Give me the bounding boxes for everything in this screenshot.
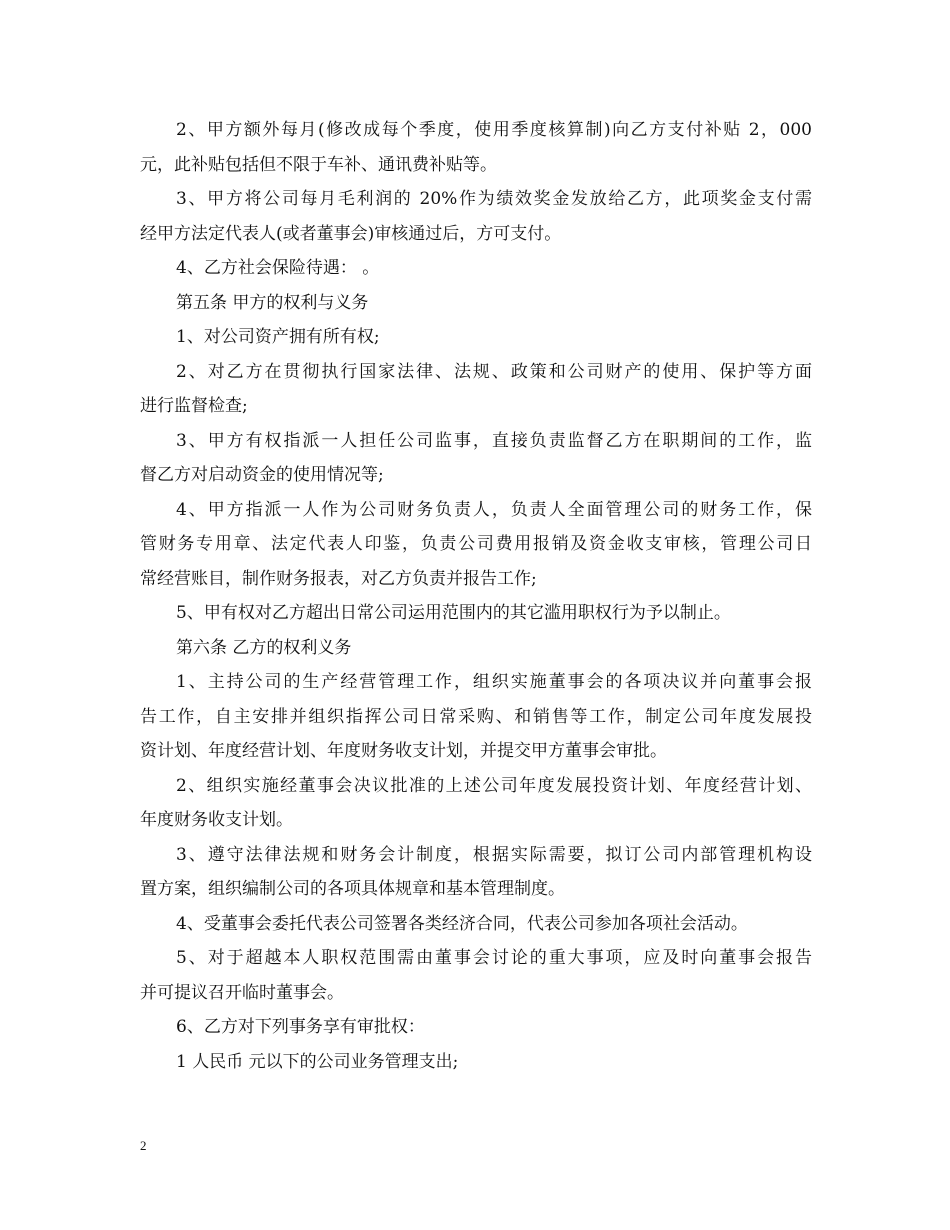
text-line: 元，此补贴包括但不限于车补、通讯费补贴等。 [140,154,497,175]
text-line: 年度财务收支计划。 [140,810,293,830]
text-line: 4、受董事会委托代表公司签署各类经济合同，代表公司参加各项社会活动。 [176,913,748,934]
text-line: 4、甲方指派一人作为公司财务负责人，负责人全面管理公司的财务工作，保 [176,499,812,520]
text-line: 1、主持公司的生产经营管理工作，组织实施董事会的各项决议并向董事会报 [176,672,812,692]
text-line: 3、甲方将公司每月毛利润的 20%作为绩效奖金发放给乙方，此项奖金支付需 [176,189,812,209]
text-line: 督乙方对启动资金的使用情况等; [140,465,384,485]
page-number: 2 [140,1138,147,1153]
text-line: 4、乙方社会保险待遇： 。 [176,258,380,278]
text-line: 管财务专用章、法定代表人印鉴，负责公司费用报销及资金收支审核，管理公司日 [140,534,812,554]
text-line: 经甲方法定代表人(或者董事会)审核通过后，方可支付。 [140,223,562,244]
text-line: 1 人民币 元以下的公司业务管理支出; [176,1051,459,1072]
text-line: 3、甲方有权指派一人担任公司监事，直接负责监督乙方在职期间的工作，监 [176,430,812,451]
text-line: 5、对于超越本人职权范围需由董事会讨论的重大事项，应及时向董事会报告 [176,948,812,968]
text-line: 2、对乙方在贯彻执行国家法律、法规、政策和公司财产的使用、保护等方面 [176,361,812,382]
text-line: 置方案，组织编制公司的各项具体规章和基本管理制度。 [140,879,565,899]
text-line: 第五条 甲方的权利与义务 [176,292,369,313]
text-line: 2、甲方额外每月(修改成每个季度，使用季度核算制)向乙方支付补贴 2，000 [176,120,812,140]
text-line: 资计划、年度经营计划、年度财务收支计划，并提交甲方董事会审批。 [140,741,667,761]
text-line: 并可提议召开临时董事会。 [140,982,344,1003]
document-body [140,113,812,1079]
text-line: 6、乙方对下列事务享有审批权： [176,1017,425,1037]
text-line: 进行监督检查; [140,396,248,416]
text-line: 告工作，自主安排并组织指挥公司日常采购、和销售等工作，制定公司年度发展投 [140,706,812,727]
text-line: 2、组织实施经董事会决议批准的上述公司年度发展投资计划、年度经营计划、 [176,775,812,796]
text-line: 第六条 乙方的权利义务 [176,637,352,658]
text-line: 常经营账目，制作财务报表，对乙方负责并报告工作; [140,568,537,589]
text-line: 5、甲有权对乙方超出日常公司运用范围内的其它滥用职权行为予以制止。 [176,603,731,623]
text-line: 1、对公司资产拥有所有权; [176,327,380,347]
text-line: 3、遵守法律法规和财务会计制度，根据实际需要，拟订公司内部管理机构设 [176,844,812,865]
